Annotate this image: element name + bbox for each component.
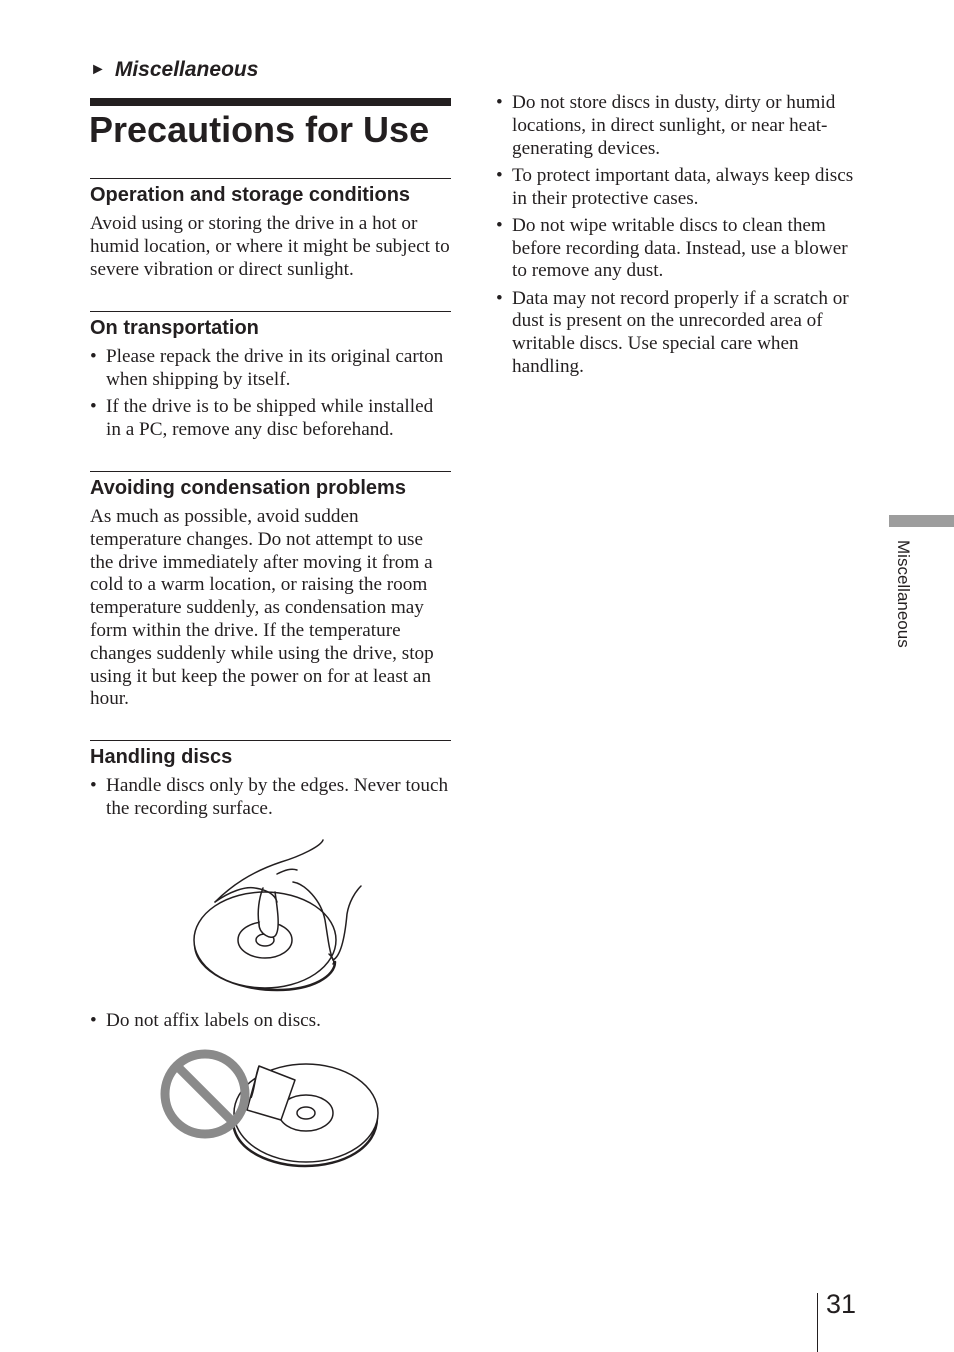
list-item bbox=[90, 346, 451, 392]
breadcrumb bbox=[90, 56, 390, 84]
section-handling bbox=[90, 740, 451, 825]
page-number-divider bbox=[817, 1293, 818, 1352]
list-item bbox=[496, 165, 858, 211]
list-item bbox=[496, 288, 858, 379]
section-condensation bbox=[90, 471, 451, 711]
page-title: Precautions for Use bbox=[89, 109, 430, 150]
hand-holding-disc-illustration bbox=[185, 836, 375, 996]
list-item-text: Please repack the drive in its original carton when shipping by itself. bbox=[106, 346, 444, 390]
right-column bbox=[496, 92, 858, 383]
bullet-icon: • bbox=[496, 164, 503, 186]
play-arrow-icon: ► bbox=[90, 61, 106, 78]
list-item-text: If the drive is to be shipped while installed in a PC, remove any disc beforehand. bbox=[106, 395, 434, 440]
bullet-icon: • bbox=[90, 775, 97, 796]
section-handling-cont bbox=[90, 1006, 451, 1037]
list-item bbox=[90, 775, 451, 821]
list-item-text: Do not store discs in dusty, dirty or humid locations, in direct sunlight, or near heat-generating devices. bbox=[512, 92, 836, 159]
title-rule bbox=[90, 98, 451, 106]
no-label-on-disc-illustration bbox=[155, 1044, 385, 1169]
list-item bbox=[496, 92, 858, 160]
section-operation bbox=[90, 178, 451, 281]
section-body: Avoid using or storing the drive in a hot or humid location, or where it might be subject to severe vibration or direct sunlight. bbox=[90, 213, 450, 280]
prohibition-icon bbox=[165, 1054, 245, 1134]
section-heading: On transportation bbox=[90, 317, 259, 339]
bullet-icon: • bbox=[496, 92, 503, 113]
list-item-text: To protect important data, always keep discs in their protective cases. bbox=[512, 164, 854, 209]
bullet-list bbox=[90, 346, 451, 442]
bullet-list bbox=[90, 1010, 451, 1033]
bullet-icon: • bbox=[90, 1010, 97, 1031]
list-item bbox=[90, 396, 451, 442]
list-item-text: Do not affix labels on discs. bbox=[106, 1010, 321, 1031]
bullet-icon: • bbox=[496, 214, 503, 236]
list-item-text: Do not wipe writable discs to clean them before recording data. Instead, use a blower to remove any dust. bbox=[512, 214, 848, 282]
section-heading: Handling discs bbox=[90, 746, 233, 768]
list-item bbox=[90, 1010, 451, 1033]
bullet-icon: • bbox=[90, 395, 97, 417]
section-body: As much as possible, avoid sudden temperature changes. Do not attempt to use the drive immediately after moving it from a cold to a warm location, or raising the room temperature suddenly, as condensation may form within the drive. If the temperature changes suddenly while using the drive, stop using it but keep the power on for at least an hour. bbox=[90, 506, 434, 710]
bullet-list bbox=[496, 92, 858, 379]
bullet-icon: • bbox=[496, 287, 503, 309]
section-heading: Avoiding condensation problems bbox=[90, 477, 406, 499]
section-heading: Operation and storage conditions bbox=[90, 184, 411, 206]
bullet-icon: • bbox=[90, 346, 97, 367]
side-tab-label: Miscellaneous bbox=[894, 540, 913, 648]
breadcrumb-label: Miscellaneous bbox=[114, 58, 259, 81]
list-item-text: Data may not record properly if a scratch or dust is present on the unrecorded area of writable discs. Use special care when handling. bbox=[512, 287, 849, 377]
section-transport bbox=[90, 311, 451, 446]
page-number: 31 bbox=[826, 1289, 857, 1319]
side-tab-bar bbox=[889, 515, 954, 527]
bullet-list bbox=[90, 775, 451, 821]
list-item bbox=[496, 215, 858, 283]
list-item-text: Handle discs only by the edges. Never touch the recording surface. bbox=[106, 775, 449, 819]
